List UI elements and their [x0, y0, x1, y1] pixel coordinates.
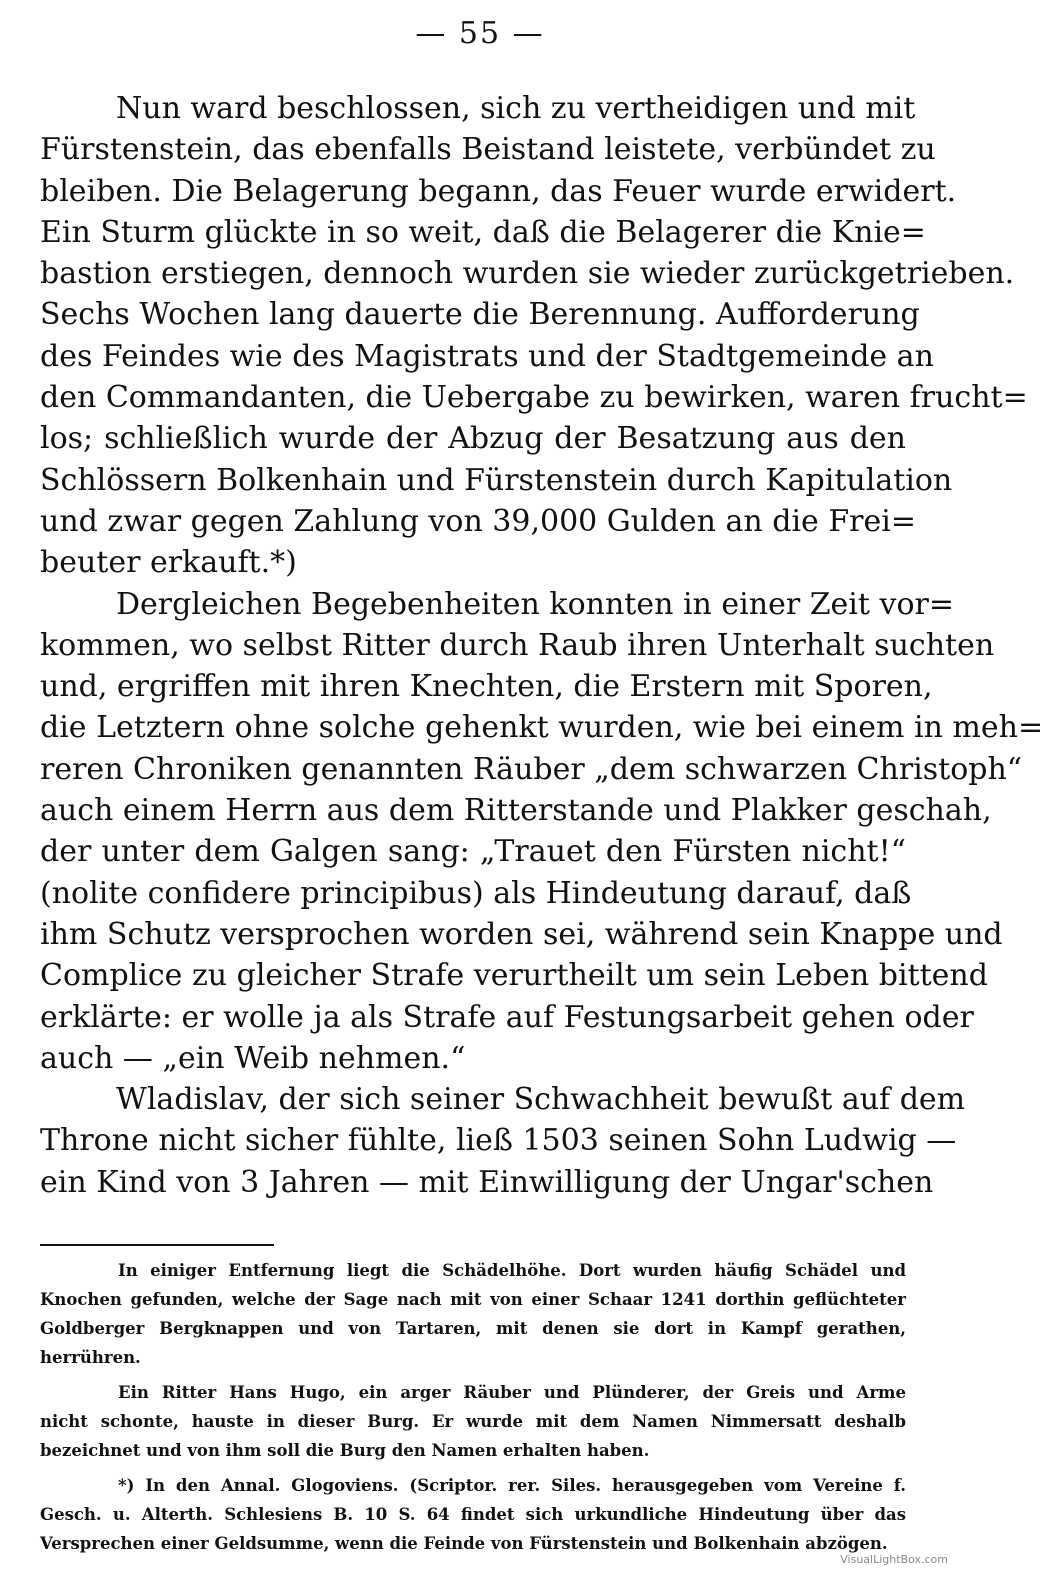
text-line: auch einem Herrn aus dem Ritterstande und Plakker geschah, [40, 793, 992, 829]
footnote-line: bezeichnet und von ihm soll die Burg den Namen erhalten haben. [40, 1441, 650, 1460]
text-line: Dergleichen Begebenheiten konnten in einer Zeit vor= [116, 586, 954, 622]
text-line: Throne nicht sicher fühlte, ließ 1503 seinen Sohn Ludwig — [40, 1123, 957, 1159]
text-line: los; schließlich wurde der Abzug der Besatzung aus den [40, 421, 906, 457]
text-line: ihm Schutz versprochen worden sei, während sein Knappe und [40, 916, 1003, 952]
footnote-line: Goldberger Bergknappen und von Tartaren, mit denen sie dort in Kampf gerathen, [40, 1319, 906, 1338]
text-line: reren Chroniken genannten Räuber „dem schwarzen Christoph“ [40, 751, 1023, 787]
footnote-line: nicht schonte, hauste in dieser Burg. Er wurde mit dem Namen Nimmersatt deshalb [40, 1412, 906, 1431]
footnote-line: Knochen gefunden, welche der Sage nach mit von einer Schaar 1241 dorthin geflüchteter [40, 1290, 906, 1309]
text-line: die Letztern ohne solche gehenkt wurden, wie bei einem in meh= [40, 710, 1043, 746]
footnote-line: Gesch. u. Alterth. Schlesiens B. 10 S. 64 findet sich urkundliche Hindeutung über das [40, 1505, 906, 1524]
footnote-line: *) In den Annal. Glogoviens. (Scriptor. rer. Siles. herausgegeben vom Vereine f. [118, 1476, 906, 1495]
text-line: erklärte: er wolle ja als Strafe auf Festungsarbeit gehen oder [40, 999, 974, 1035]
text-line: den Commandanten, die Uebergabe zu bewirken, waren frucht= [40, 380, 1028, 416]
footnotes [40, 1256, 906, 1558]
text-line: bastion erstiegen, dennoch wurden sie wieder zurückgetrieben. [40, 256, 1015, 292]
watermark: VisualLightBox.com [840, 1553, 948, 1566]
footnote [40, 1256, 906, 1372]
text-line: ein Kind von 3 Jahren — mit Einwilligung der Ungar'schen [40, 1164, 934, 1200]
text-line: Sechs Wochen lang dauerte die Berennung. Aufforderung [40, 297, 920, 333]
text-line: auch — „ein Weib nehmen.“ [40, 1040, 466, 1076]
text-line: kommen, wo selbst Ritter durch Raub ihren Unterhalt suchten [40, 627, 995, 663]
footnote-separator [40, 1244, 274, 1246]
page-number: — 55 — [415, 16, 545, 51]
text-line: des Feindes wie des Magistrats und der Stadtgemeinde an [40, 338, 934, 374]
footnote-line: herrühren. [40, 1348, 141, 1367]
text-line: beuter erkauft.*) [40, 545, 297, 581]
footnote [40, 1378, 906, 1465]
text-line: Ein Sturm glückte in so weit, daß die Belagerer die Knie= [40, 214, 926, 250]
text-line: (nolite confidere principibus) als Hindeutung darauf, daß [40, 875, 912, 911]
text-line: Complice zu gleicher Strafe verurtheilt um sein Leben bittend [40, 958, 988, 994]
text-line: Fürstenstein, das ebenfalls Beistand leistete, verbündet zu [40, 132, 936, 168]
footnote [40, 1471, 906, 1558]
text-line: der unter dem Galgen sang: „Trauet den Fürsten nicht!“ [40, 834, 906, 870]
text-line: Nun ward beschlossen, sich zu vertheidigen und mit [116, 91, 916, 126]
text-line: und, ergriffen mit ihren Knechten, die Erstern mit Sporen, [40, 669, 933, 705]
main-text [40, 88, 1043, 1203]
text-line: Wladislav, der sich seiner Schwachheit bewußt auf dem [116, 1082, 966, 1118]
footnote-line: Versprechen einer Geldsumme, wenn die Feinde von Fürstenstein und Bolkenhain abzögen. [40, 1534, 888, 1553]
text-line: und zwar gegen Zahlung von 39,000 Gulden an die Frei= [40, 503, 916, 539]
text-line: Schlössern Bolkenhain und Fürstenstein durch Kapitulation [40, 462, 953, 498]
text-line: bleiben. Die Belagerung begann, das Feuer wurde erwidert. [40, 173, 957, 209]
footnote-line: In einiger Entfernung liegt die Schädelhöhe. Dort wurden häufig Schädel und [118, 1261, 906, 1280]
footnote-line: Ein Ritter Hans Hugo, ein arger Räuber und Plünderer, der Greis und Arme [118, 1383, 906, 1402]
